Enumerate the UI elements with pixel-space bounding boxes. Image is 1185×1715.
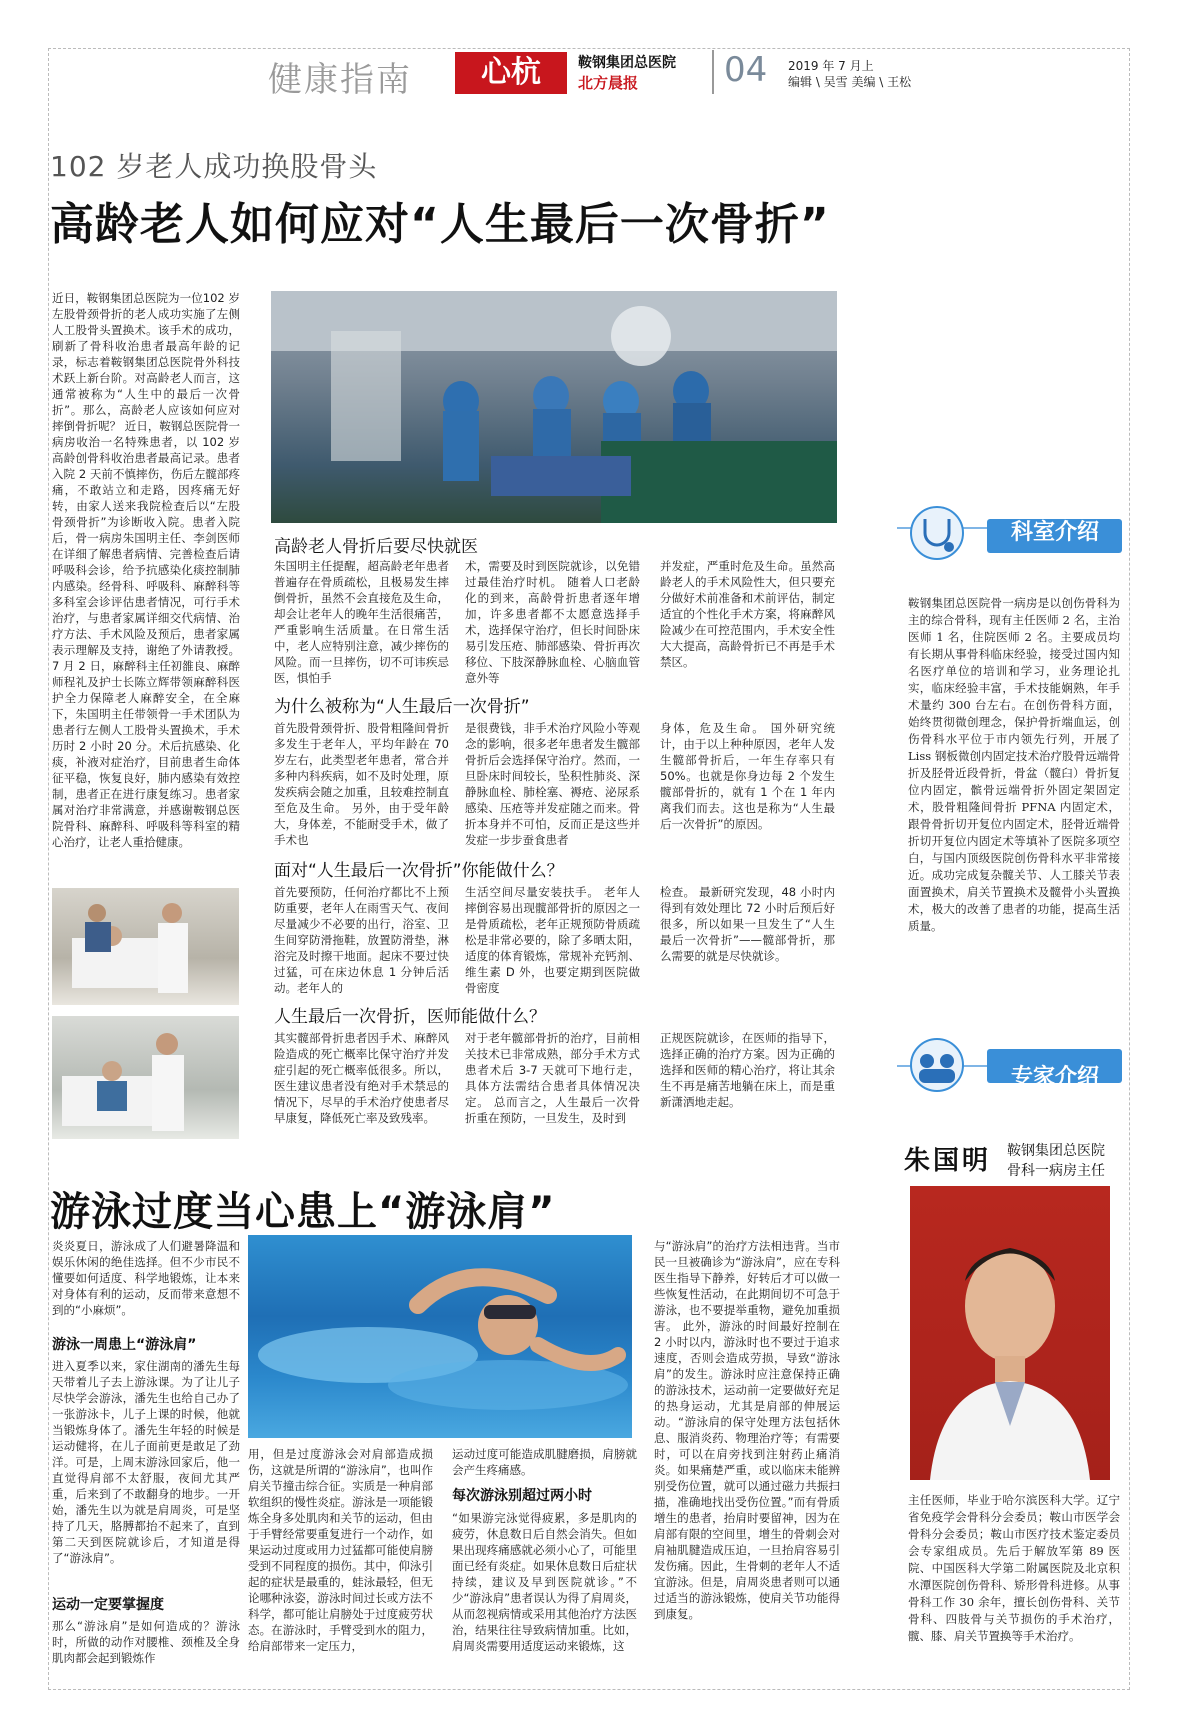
section2-col3: 身体，危及生命。 国外研究统计，由于以上种种原因，老年人发生髋部骨折后，一年生存率只有 50%。也就是你身边每 2 个发生髋部骨折的，就有 1 个在 1 年内离我们而去。这也是称为“人生最后一次骨折”的原因。 [660, 721, 835, 831]
expert-title1: 鞍钢集团总医院 [1007, 1143, 1105, 1159]
swimmer-photo [248, 1235, 632, 1438]
expert-title2: 骨科一病房主任 [1007, 1163, 1105, 1179]
section2-col2: 是很费钱，非手术治疗风险小等观念的影响，很多老年患者发生髋部骨折后会选择保守治疗。然而，一旦卧床时间较长，坠积性肺炎、深静脉血栓、肺栓塞、褥疮、泌尿系感染、压疮等并发症随之而来。骨折本身并不可怕，反而正是这些并发症一步步蚕食患者 [465, 721, 640, 847]
issue-date: 2019 年 7 月上 [788, 59, 874, 73]
section1-col3: 并发症，严重时危及生命。虽然高龄老人的手术风险性大，但只要充分做好术前准备和术前评估，制定适宜的个性化手术方案，将麻醉风险减少在可控范围内，手术安全性大大提高，高龄骨折已不再是手术禁区。 [660, 559, 835, 669]
section3-col3: 检查。 最新研究发现，48 小时内得到有效处理比 72 小时后预后好很多，所以如果一旦发生了“人生最后一次骨折”——髋部骨折，那么需要的就是尽快就诊。 [660, 885, 835, 963]
section2-col1: 首先股骨颈骨折、股骨粗隆间骨折多发生于老年人，平均年龄在 70 岁左右，此类型老年患者，常合并多种内科疾病，如不及时处理，原发疾病会随之加重，且较难控制直至危及生命。 另外，由于受年龄大，身体差，不能耐受手术，做了手术也 [274, 721, 449, 847]
editors: 编辑 \ 吴雪 美编 \ 王松 [788, 75, 912, 89]
expert-text: 主任医师，毕业于哈尔滨医科大学。辽宁省免疫学会骨科分会委员；鞍山市医学会骨科分会委员；鞍山市医疗技术鉴定委员会专家组成员。先后于解放军第 89 医院、中国医科大学第二附属医院及北京积水潭医院创伤骨科、矫形骨科进修。从事骨科工作 30 余年，擅长创伤骨科、关节骨科、四肢骨与关节损伤的手术治疗，髋、膝、肩关节置换等手术治疗。 [908, 1493, 1120, 1643]
expert-name: 朱国明 [904, 1146, 992, 1176]
article2-col2: 用，但是过度游泳会对肩部造成损伤，这就是所谓的“游泳肩”，也叫作肩关节撞击综合征。实质是一种肩部软组织的慢性炎症。游泳是一项能锻炼全身多处肌肉和关节的运动，但由于手臂经常要重复进行一个动作，如果运动过度或用力过猛都可能使肩膀受到不同程度的损伤。其中，仰泳引起的症状是最重的，蛙泳最轻，但无论哪种泳姿，游泳时间过长或方法不科学，都可能让肩膀处于过度疲劳状态。在游泳时，手臂受到水的阻力，给肩部带来一定压力， [248, 1447, 433, 1653]
article2-col1b: 那么“游泳肩”是如何造成的？游泳时，所做的动作对腰椎、颈椎及全身肌肉都会起到锻炼作 [52, 1619, 240, 1665]
section-heading-4: 人生最后一次骨折，医师能做什么？ [274, 1007, 546, 1027]
article1-intro: 近日，鞍钢集团总医院为一位102 岁左股骨颈骨折的老人成功实施了左侧人工股骨头置换术。该手术的成功，刷新了骨科收治患者最高年龄的记录，标志着鞍钢集团总医院骨外科技术跃上新台阶。对高龄老人而言，这通常被称为“人生中的最后一次骨折”。那么，高龄老人应该如何应对摔倒骨折呢？ 近日，鞍钢总医院骨一病房收治一名特殊患者，以 102 岁高龄创骨科收治患者最高记录。患者入院 2 天前不慎摔伤，伤后左髋部疼痛，不敢站立和走路，因疼痛无好转，由家人送来我院检查后以“左股骨颈骨折”为诊断收入院。患者入院后，骨一病房朱国明主任、李剑医师在详细了解患者病情、完善检查后请呼吸科会诊，给予抗感染化痰控制肺内感染。经骨科、呼吸科、麻醉科等多科室会诊评估患者情况，可行手术治疗，与患者家属详细交代病情、治疗方法、手术风险及预后，患者家属表示理解及支持，谢绝了外请教授。7 月 2 日，麻醉科主任初雒良、麻醉师程礼及护士长陈立辉带领麻醉科医护全力保障老人麻醉安全，在全麻下，朱国明主任带领骨一手术团队为患者行左侧人工股骨头置换术，手术历时 2 小时 20 分。术后抗感染、化痰，补液对症治疗，目前患者生命体征平稳，恢复良好，肺内感染有效控制，患者正在进行康复练习。患者家属对治疗非常满意，并感谢鞍钢总医院骨科、麻醉科、呼吸科等科室的精心治疗，让老人重拾健康。 [52, 291, 240, 849]
section1-col1: 朱国明主任提醒，超高龄老年患者普遍存在骨质疏松，且极易发生摔倒骨折，虽然不会直接危及生命，却会让老年人的晚年生活很痛苦，严重影响生活质量。在日常生活中，老人应特别注意，减少摔伤的风险。而一旦摔伤，切不可讳疾忌医，惧怕手 [274, 559, 449, 685]
hospital-name: 鞍钢集团总医院 [578, 55, 676, 71]
article2-sub3: 每次游泳别超过两小时 [452, 1488, 592, 1504]
section-title: 健康指南 [268, 60, 412, 100]
expert-tag: 专家介绍 [1010, 1065, 1099, 1090]
page-number: 04 [724, 50, 768, 90]
article1-kicker: 102 岁老人成功换股骨头 [50, 150, 378, 183]
article2-col3: 运动过度可能造成肌腱磨损，肩膀就会产生疼痛感。 [452, 1447, 637, 1477]
patient-photo-2 [52, 1016, 239, 1139]
expert-portrait [910, 1186, 1110, 1480]
article2-sub1: 游泳一周患上“游泳肩” [52, 1337, 197, 1353]
section4-col1: 其实髋部骨折患者因手术、麻醉风险造成的死亡概率比保守治疗并发症引起的死亡概率低很多。所以，医生建议患者没有绝对手术禁忌的情况下，尽早的手术治疗使患者尽早康复，降低死亡率及致残率。 [274, 1031, 449, 1125]
article2-col4: 与“游泳肩”的治疗方法相违背。当市民一旦被确诊为“游泳肩”，应在专科医生指导下静养，好转后才可以做一些恢复性活动，在此期间切不可急于游泳，也不要提举重物，避免加重损害。 此外，游泳的时间最好控制在 2 小时以内，游泳时也不要过于追求速度，否则会造成劳损，导致“游泳肩”的发生。游泳时应注意保持正确的游泳技术，运动前一定要做好充足的热身运动，尤其是肩部的伸展运动。“游泳肩的保守处理方法包括休息、服消炎药、物理治疗等；有需要时，可以在肩旁找到注射药止痛消炎。如果痛楚严重，或以临床未能辨别受伤位置，就可以通过磁力共振扫描，准确地找出受伤位置。”而有骨质增生的患者，抬肩时要留神，因为在肩部有限的空间里，增生的骨刺会对肩袖肌腱造成压迫，一旦抬肩容易引发伤痛。因此，生骨刺的老年人不适宜游泳。但是，肩周炎患者则可以通过适当的游泳锻炼，使肩关节功能得到康复。 [654, 1239, 840, 1621]
section4-col2: 对于老年髋部骨折的治疗，目前相关技术已非常成熟，部分手术方式患者术后 3-7 天就可下地行走，具体方法需结合患者具体情况决定。 总而言之，人生最后一次骨折重在预防，一旦发生，及时到 [465, 1031, 640, 1125]
section-heading-1: 高龄老人骨折后要尽快就医 [274, 537, 478, 557]
article2-col1: 进入夏季以来，家住湖南的潘先生每天带着儿子去上游泳课。为了让儿子尽快学会游泳，潘先生也给自己办了一张游泳卡，儿子上课的时候，他就当锻炼身体了。潘先生年轻的时候是运动健将，在儿子面前更是敢足了劲洋。可是，上周末游泳回家后，他一直觉得肩部不太舒服，夜间尤其严重，后来到了不敢翻身的地步。一开始，潘先生以为就是肩周炎，可是坚持了几天，胳膊都抬不起来了，直到第二天到医院就诊后，才知道是得了“游泳肩”。 [52, 1359, 240, 1565]
article1-headline: 高龄老人如何应对“人生最后一次骨折” [50, 199, 830, 250]
article2-headline: 游泳过度当心患上“游泳肩” [50, 1189, 556, 1235]
dept-tag: 科室介绍 [1010, 520, 1099, 545]
section3-col2: 生活空间尽量安装扶手。 老年人摔倒容易出现髋部骨折的原因之一是骨质疏松，老年正规预防骨质疏松是非常必要的，除了多晒太阳，适度的体育锻炼，常规补充钙剂、维生素 D 外，也要定期到医院做骨密度 [465, 885, 640, 995]
article2-col3b: “如果游完泳觉得疲累，多是肌肉的疲劳，休息数日后自然会消失。但如果出现疼痛感就必须小心了，可能里面已经有炎症。如果休息数日后症状持续，建议及早到医院就诊。”不少“游泳肩”患者误认为得了肩周炎，从而忽视病情或采用其他治疗方法医治，结果往往导致病情加重。比如，肩周炎需要用适度运动来锻炼，这 [452, 1511, 637, 1653]
section-heading-2: 为什么被称为“人生最后一次骨折” [274, 697, 530, 717]
surgery-photo [271, 291, 837, 523]
section1-col2: 术，需要及时到医院就诊，以免错过最佳治疗时机。 随着人口老龄化的到来，高龄骨折患者逐年增加，许多患者都不太愿意选择手术，选择保守治疗，但长时间卧床易引发压疮、肺部感染、骨折再次移位、下肢深静脉血栓、心脑血管意外等 [465, 559, 640, 685]
article2-sub2: 运动一定要掌握度 [52, 1597, 164, 1613]
section4-col3: 正规医院就诊，在医师的指导下，选择正确的治疗方案。因为正确的选择和医师的精心治疗，将让其余生不再是痛苦地躺在床上，而是重新潇洒地走起。 [660, 1031, 835, 1109]
section-heading-3: 面对“人生最后一次骨折”你能做什么？ [274, 861, 564, 881]
section3-col1: 首先要预防，任何治疗都比不上预防重要，老年人在雨雪天气、夜间尽量减少不必要的出行，浴室、卫生间穿防滑拖鞋，放置防滑垫，淋浴完及时擦干地面。起床不要过快过猛，可在床边休息 1 分钟后活动。老年人的 [274, 885, 449, 995]
masthead-divider [712, 50, 714, 94]
paper-name: 北方晨报 [578, 74, 639, 92]
masthead-logo: 心杭 [455, 52, 567, 94]
dept-text: 鞍钢集团总医院骨一病房是以创伤骨科为主的综合骨科，现有主任医师 2 名，主治医师 1 名，住院医师 2 名。主要成员均有长期从事骨科临床经验，接受过国内知名医疗单位的培训和学习，业务理论扎实，临床经验丰富，手术技能娴熟，年手术量约 300 台左右。在创伤骨科方面，始终贯彻微创理念，保护骨折端血运，创伤骨科水平位于市内领先行列，开展了 Liss 钢板微创内固定技术治疗股骨远端骨折及胫骨近段骨折，骨盆（髋臼）骨折复位内固定，髌骨远端骨折外固定架固定术，股骨粗隆间骨折 PFNA 内固定术，跟骨骨折切开复位内固定术，胫骨近端骨折切开复位内固定术等填补了医院多项空白，与国内顶级医院创伤骨科水平非常接近。成功完成复杂髋关节、人工膝关节表面置换术，肩关节置换术及髋骨小头置换术，极大的改善了患者的功能，提高生活质量。 [908, 596, 1120, 933]
article2-intro: 炎炎夏日，游泳成了人们避暑降温和娱乐休闲的绝佳选择。但不少市民不懂要如何适度、科学地锻炼，让本来对身体有利的运动，反而带来意想不到的“小麻烦”。 [52, 1239, 240, 1317]
patient-photo-1 [52, 888, 239, 1005]
